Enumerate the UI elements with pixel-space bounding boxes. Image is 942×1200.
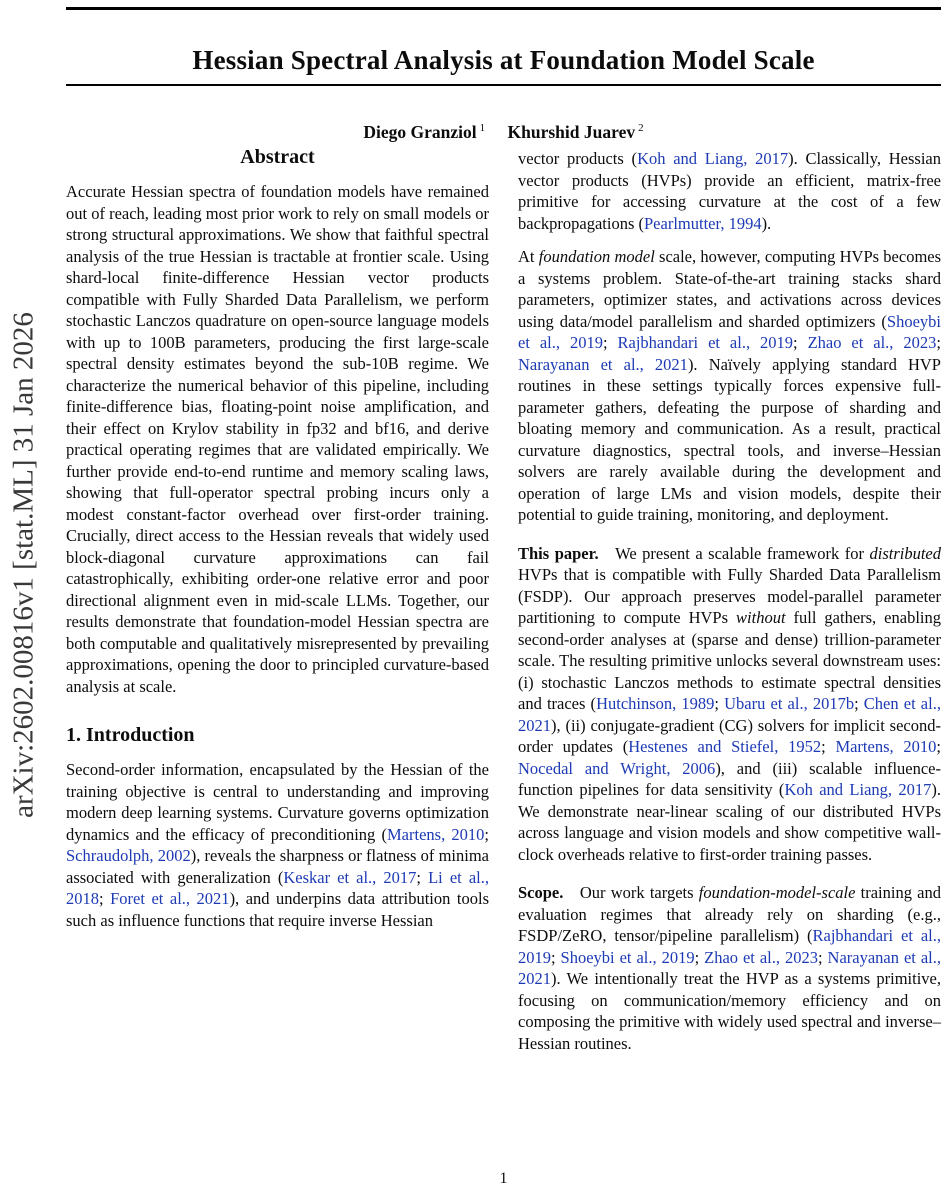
citation-link[interactable]: Narayanan et al., 2021 <box>518 354 688 374</box>
paragraph <box>518 148 941 234</box>
citation-link[interactable]: Rajbhandari et al., 2019 <box>617 333 794 352</box>
title-rule-top <box>66 7 941 10</box>
citation-link[interactable]: Zhao et al., 2023 <box>807 333 937 352</box>
author <box>508 122 644 142</box>
citation-link[interactable]: Koh and Liang, 2017 <box>784 780 932 799</box>
text-segment: vector products ( <box>518 149 638 168</box>
text-segment: without <box>736 608 786 627</box>
introduction-heading: 1. Introduction <box>66 724 195 746</box>
text-segment: ). We demonstrate near-linear scaling of our distributed HVPs across language and vision models and show competitive wall-clock overheads relative to first-order training passes. <box>518 780 942 864</box>
author <box>363 122 485 142</box>
text-segment: ; <box>936 333 941 352</box>
author-line <box>66 122 941 143</box>
citation-link[interactable]: Shoeybi et al., 2019 <box>560 947 695 967</box>
text-segment: ), reveals the sharpness or flatness of minima associated with generalization ( <box>66 846 489 887</box>
citation-link[interactable]: Keskar et al., 2017 <box>283 867 417 887</box>
text-segment: foundation model <box>538 247 655 266</box>
text-segment: ; <box>817 947 828 967</box>
text-segment: ; <box>854 694 864 713</box>
citation-link[interactable]: Shoeybi et al., 2019 <box>518 311 941 352</box>
text-segment: ). <box>761 213 772 233</box>
citation-link[interactable]: Nocedal and Wright, 2006 <box>518 758 716 778</box>
citation-link[interactable]: Foret et al., 2021 <box>110 889 230 908</box>
text-segment: ; <box>99 889 111 908</box>
left-column <box>66 146 489 931</box>
abstract-heading: Abstract <box>240 146 315 168</box>
citation-link[interactable]: Zhao et al., 2023 <box>704 947 818 967</box>
text-segment: ), and underpins data attribution tools such as influence functions that require inverse Hessian <box>66 889 489 930</box>
text-segment: ). Classically, Hessian vector products (HVPs) provide an efficient, matrix-free primitive for accessing curvature at the cost of a few backpropagations ( <box>518 149 941 233</box>
text-segment: ). We intentionally treat the HVP as a systems primitive, focusing on communication/memory efficiency and on composing the primitive with widely used spectral and inverse–Hessian routines. <box>518 969 941 1053</box>
citation-link[interactable]: Schraudolph, 2002 <box>66 846 191 865</box>
author-name: Khurshid Juarev <box>507 122 636 142</box>
text-segment: ). Naïvely applying standard HVP routines in these settings typically forces expensive full-parameter gathers, defeating the purpose of sharding and bloating memory and communication. As a result, practical curvature diagnostics, spectral tools, and inverse–Hessian solvers are rarely available during the development and operation of large LMs and vision models, despite their potential to guide training, monitoring, and deployment. <box>518 354 941 524</box>
paragraph <box>66 759 489 931</box>
text-segment: HVPs that is compatible with Fully Sharded Data Parallelism (FSDP). Our approach preserves model-parallel parameter partitioning to compute HVPs <box>518 565 941 627</box>
paragraph <box>518 246 941 526</box>
text-segment: We present a scalable framework for <box>598 543 870 563</box>
right-column <box>518 148 941 1054</box>
text-segment: Second-order information, encapsulated by the Hessian of the training objective is central to understanding and improving modern deep learning systems. Curvature governs optimization dynamics and the efficacy of preconditioning ( <box>66 760 489 844</box>
text-segment: ; <box>936 737 941 756</box>
text-segment: scale, however, computing HVPs becomes a systems problem. State-of-the-art training stacks shard parameters, optimizer states, and activations across devices using data/model parallelism and sharded optimizers ( <box>518 247 942 331</box>
text-segment: ; <box>416 867 429 887</box>
title-rule-bottom <box>66 84 941 86</box>
text-segment: full gathers, enabling second-order analyses at (sparse and dense) trillion-parameter scale. The resulting primitive unlocks several downstream uses: (i) stochastic Lanczos methods to estimate spectral densities and traces ( <box>518 608 941 713</box>
text-segment: ; <box>821 737 836 756</box>
citation-link[interactable]: Narayanan et al., 2021 <box>518 947 941 988</box>
paragraph <box>518 543 941 866</box>
text-segment: ; <box>694 947 705 967</box>
arxiv-watermark: arXiv:2602.00816v1 [stat.ML] 31 Jan 2026 <box>7 312 40 818</box>
text-segment: foundation-model-scale <box>698 883 856 902</box>
citation-link[interactable]: Hutchinson, 1989 <box>596 694 715 713</box>
text-segment: ; <box>793 333 808 352</box>
citation-link[interactable]: Hestenes and Stiefel, 1952 <box>628 737 822 756</box>
citation-link[interactable]: Ubaru et al., 2017b <box>724 694 855 713</box>
text-segment: Scope. <box>518 883 564 902</box>
author-affiliation-mark: 2 <box>638 122 644 135</box>
text-segment: ; <box>551 947 561 967</box>
citation-link[interactable]: Koh and Liang, 2017 <box>637 149 789 168</box>
citation-link[interactable]: Chen et al., 2021 <box>518 694 941 735</box>
text-segment: ; <box>714 694 725 713</box>
citation-link[interactable]: Pearlmutter, 1994 <box>644 213 762 233</box>
citation-link[interactable]: Rajbhandari et al., 2019 <box>518 926 941 967</box>
paragraph <box>518 882 941 1054</box>
citation-link[interactable]: Li et al., 2018 <box>66 867 489 908</box>
text-segment: ), and (iii) scalable influence-function pipelines for data sensitivity ( <box>518 758 941 799</box>
text-segment: distributed <box>869 543 941 563</box>
author-name: Diego Granziol <box>363 122 477 142</box>
text-segment: At <box>518 247 539 266</box>
text-segment: Our work targets <box>563 883 699 902</box>
abstract-body: Accurate Hessian spectra of foundation models have remained out of reach, leading most prior work to rely on small models or strong structural approximations. We show that faithful spectral analysis of the true Hessian is tractable at frontier scale. Using shard-local finite-difference Hessian vector products compatible with Fully Sharded Data Parallelism, we perform stochastic Lanczos quadrature on open-source language models with up to 100B parameters, producing the first large-scale spectral density estimates beyond the sub-10B regime. We characterize the numerical behavior of this pipeline, including finite-difference bias, floating-point noise amplification, and their effect on Krylov stability in fp32 and bf16, and derive practical operating regimes that are validated empirically. We further provide end-to-end runtime and memory scaling laws, showing that full-operator spectral probing incurs only a modest constant-factor overhead over first-order training. Crucially, direct access to the Hessian reveals that widely used block-diagonal curvature approximations can fail catastrophically, exhibiting order-one relative error and poor directional alignment even in mid-scale LLMs. Together, our results demonstrate that foundation-model Hessian spectra are both computable and qualitatively misrepresented by prevailing approximations, opening the door to principled curvature-based analysis at scale. <box>66 182 489 696</box>
paper-title: Hessian Spectral Analysis at Foundation Model Scale <box>192 45 815 76</box>
citation-link[interactable]: Martens, 2010 <box>835 737 937 756</box>
author-affiliation-mark: 1 <box>479 122 486 135</box>
text-segment: ; <box>484 824 489 844</box>
citation-link[interactable]: Martens, 2010 <box>387 824 485 844</box>
text-segment: training and evaluation regimes that already rely on sharding (e.g., FSDP/ZeRO, tensor/pipeline parallelism) ( <box>518 883 941 945</box>
text-segment: ), (ii) conjugate-gradient (CG) solvers for implicit second-order updates ( <box>518 715 941 756</box>
text-segment: This paper. <box>518 543 599 563</box>
text-segment: ; <box>602 333 618 352</box>
page-number: 1 <box>499 1170 508 1187</box>
